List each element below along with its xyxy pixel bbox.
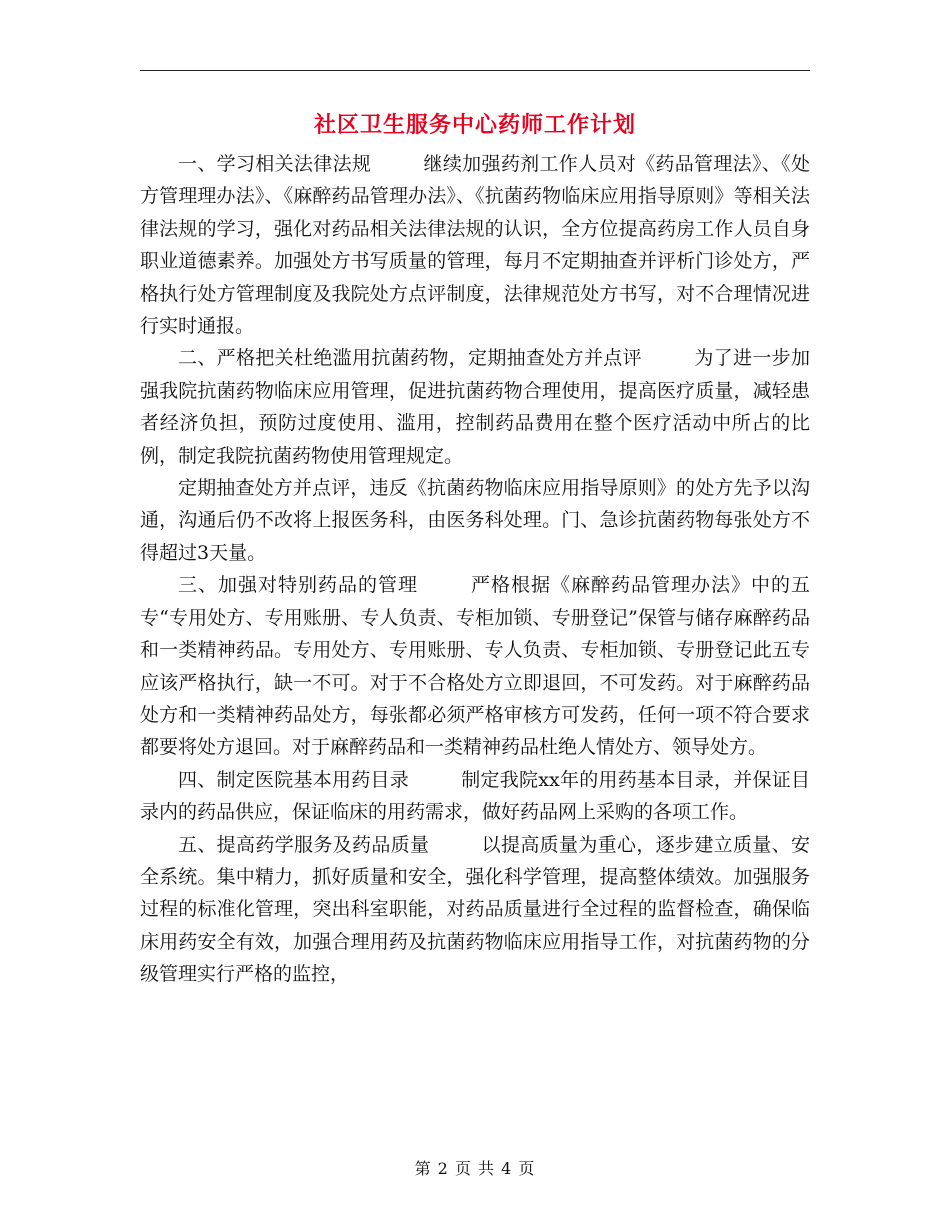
section-2: [140, 342, 810, 472]
document-body: [140, 148, 810, 991]
section-2-continued-text: 定期抽查处方并点评，违反《抗菌药物临床应用指导原则》的处方先予以沟通，沟通后仍不改将上报医务科，由医务科处理。门、急诊抗菌药物每张处方不得超过3天量。: [140, 477, 810, 564]
section-4-text: 制定我院xx年的用药基本目录，并保证目录内的药品供应，保证临床的用药需求，做好药品网上采购的各项工作。: [140, 768, 810, 824]
header-rule: [140, 70, 810, 71]
section-2-heading: 二、严格把关杜绝滥用抗菌药物，定期抽查处方并点评: [178, 347, 642, 370]
section-1-text: 继续加强药剂工作人员对《药品管理法》、《处方管理理办法》、《麻醉药品管理办法》、《抗菌药物临床应用指导原则》等相关法律法规的学习，强化对药品相关法律法规的认识，全方位提高药房工作人员自身职业道德素养。加强处方书写质量的管理，每月不定期抽查并评析门诊处方，严格执行处方管理制度及我院处方点评制度，法律规范处方书写，对不合理情况进行实时通报。: [140, 153, 810, 338]
section-2-text: 为了进一步加强我院抗菌药物临床应用管理，促进抗菌药物合理使用，提高医疗质量，减轻患者经济负担，预防过度使用、滥用，控制药品费用在整个医疗活动中所占的比例，制定我院抗菌药物使用管理规定。: [140, 347, 810, 467]
section-4-heading: 四、制定医院基本用药目录: [178, 768, 410, 791]
document-title: 社区卫生服务中心药师工作计划: [313, 112, 636, 138]
section-5-heading: 五、提高药学服务及药品质量: [178, 833, 430, 856]
section-1-heading: 一、学习相关法律法规: [178, 153, 372, 175]
section-2-continued: [140, 472, 810, 569]
section-3-text: 严格根据《麻醉药品管理办法》中的五专“专用处方、专用账册、专人负责、专柜加锁、专册登记”保管与储存麻醉药品和一类精神药品。专用处方、专用账册、专人负责、专柜加锁、专册登记此五专应该严格执行，缺一不可。对于不合格处方立即退回，不可发药。对于麻醉药品处方和一类精神药品处方，每张都必须严格审核方可发药，任何一项不符合要求都要将处方退回。对于麻醉药品和一类精神药品杜绝人情处方、领导处方。: [140, 574, 810, 759]
section-4: [140, 764, 810, 829]
section-1: [140, 148, 810, 342]
section-3-heading: 三、加强对特别药品的管理: [178, 574, 418, 597]
section-5: [140, 829, 810, 991]
section-5-text: 以提高质量为重心，逐步建立质量、安全系统。集中精力，抓好质量和安全，强化科学管理，提高整体绩效。加强服务过程的标准化管理，突出科室职能，对药品质量进行全过程的监督检查，确保临床用药安全有效，加强合理用药及抗菌药物临床应用指导工作，对抗菌药物的分级管理实行严格的监控，: [140, 833, 810, 986]
page-footer: 第 2 页 共 4 页: [414, 1159, 536, 1178]
section-3: [140, 569, 810, 763]
